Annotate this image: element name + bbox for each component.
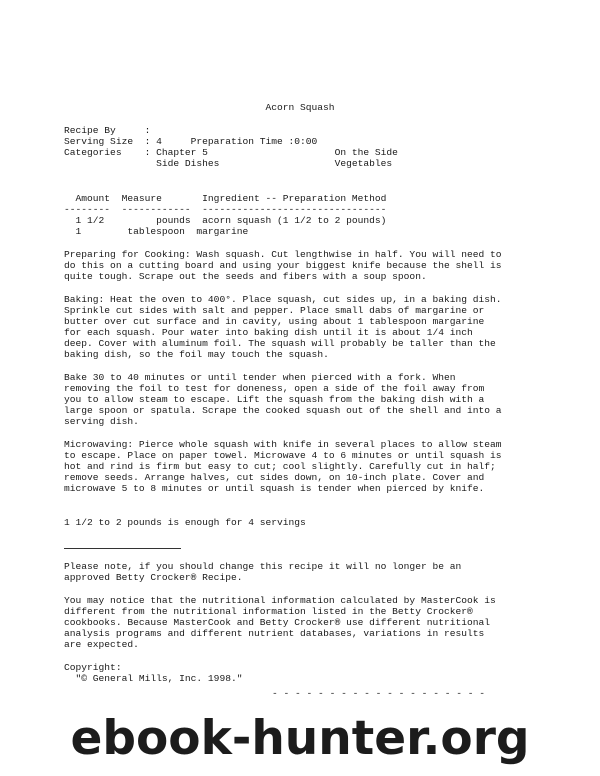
microwaving-paragraph: Microwaving: Pierce whole squash with knife in several places to allow steam to escape. Place on paper towel. Microwave 4 to 6 minutes or until squash is hot and rind is firm but easy to cut; cool slightly. Carefully cut in half; remove seeds. Arrange halves, cut sides down, on 10-inch plate. Cover and microwave 5 to 8 minutes or until squash is tender when pierced by knife. (64, 439, 502, 495)
bake-time-paragraph: Bake 30 to 40 minutes or until tender when pierced with a fork. When removing the foil to test for doneness, open a side of the foil away from you to allow steam to escape. Lift the squash from the baking dish with a large spoon or spatula. Scrape the cooked squash out of the shell and into a serving dish. (64, 372, 502, 428)
baking-paragraph: Baking: Heat the oven to 400°. Place squash, cut sides up, in a baking dish. Sprinkle cut sides with salt and pepper. Place small dabs of margarine or butter over cut surface and in cavity, using about 1 tablespoon margarine for each squash. Pour water into baking dish until it is about 1/4 inch deep. Cover with aluminum foil. The squash will probably be taller than the baking dish, so the foil may touch the squash. (64, 294, 502, 361)
approval-note: Please note, if you should change this recipe it will no longer be an approved Betty Crocker® Recipe. (64, 561, 462, 584)
end-dashes: - - - - - - - - - - - - - - - - - - - (272, 688, 486, 699)
watermark-text: ebook-hunter.org (70, 711, 530, 766)
copyright-label: Copyright: (64, 662, 122, 673)
copyright-text: "© General Mills, Inc. 1998." (64, 673, 243, 684)
servings-paragraph: 1 1/2 to 2 pounds is enough for 4 servings (64, 517, 306, 528)
ingredients-table: Amount Measure Ingredient -- Preparation Method -------- ------------ -------------------------------- 1 1/2 pounds acorn squash (1 1/2 to 2 pounds) 1 tablespoon margarine (64, 193, 387, 238)
notes-divider (64, 548, 181, 549)
recipe-title: Acorn Squash (265, 102, 335, 113)
recipe-header-block: Recipe By : Serving Size : 4 Preparation Time :0:00 Categories : Chapter 5 On the Side Side Dishes Vegetables (64, 125, 398, 170)
nutrition-note: You may notice that the nutritional information calculated by MasterCook is different from the nutritional information listed in the Betty Crocker® cookbooks. Because MasterCook and Betty Crocker® use different nutritional analysis programs and different nutrient databases, variations in results are expected. (64, 595, 496, 651)
preparing-paragraph: Preparing for Cooking: Wash squash. Cut lengthwise in half. You will need to do this on a cutting board and using your biggest knife because the shell is quite tough. Scrape out the seeds and fibers with a soup spoon. (64, 249, 502, 283)
